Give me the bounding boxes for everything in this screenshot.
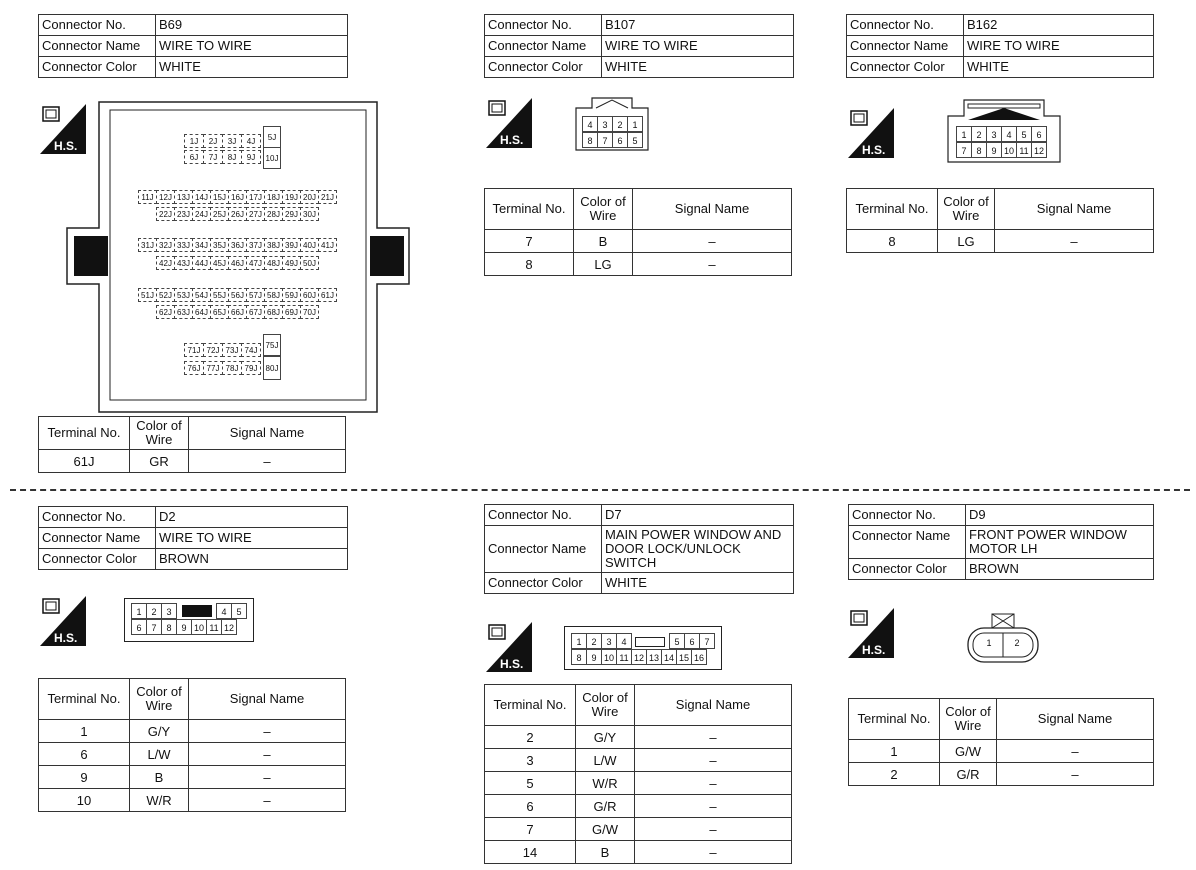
pin: 11J (138, 190, 157, 204)
header-terminal-no: Terminal No. (485, 189, 574, 230)
harness-side-icon (848, 608, 894, 657)
connector-color-value: WHITE (964, 57, 1154, 78)
label-connector-name: Connector Name (849, 526, 966, 559)
pin: 1 (956, 126, 972, 142)
pin: 10 (191, 619, 207, 635)
label-connector-no: Connector No. (485, 505, 602, 526)
label-connector-no: Connector No. (39, 15, 156, 36)
terminal-table-d2 (38, 678, 346, 812)
table-row (485, 253, 792, 276)
pin: 19J (282, 190, 301, 204)
signal-name: – (997, 763, 1154, 786)
table-row (485, 841, 792, 864)
wire-color: LG (574, 253, 633, 276)
pin: 55J (210, 288, 229, 302)
pin: 4 (1001, 126, 1017, 142)
signal-name: – (189, 743, 346, 766)
table-row (39, 766, 346, 789)
pin: 3 (601, 633, 617, 649)
table-row (39, 450, 346, 473)
pin: 78J (222, 361, 242, 375)
pin: 2 (612, 116, 628, 132)
pin: 27J (246, 207, 265, 221)
pin: 14J (192, 190, 211, 204)
connector-color-value: WHITE (156, 57, 348, 78)
connector-info-d9 (848, 504, 1154, 580)
terminal-no: 14 (485, 841, 576, 864)
table-row (847, 230, 1154, 253)
pin: 38J (264, 238, 283, 252)
pin: 18J (264, 190, 283, 204)
wire-color: B (130, 766, 189, 789)
pin: 1 (131, 603, 147, 619)
pin: 4J (241, 134, 261, 148)
terminal-no: 1 (39, 720, 130, 743)
terminal-no: 7 (485, 230, 574, 253)
pin: 58J (264, 288, 283, 302)
pin: 2 (586, 633, 602, 649)
terminal-no: 5 (485, 772, 576, 795)
table-row (39, 720, 346, 743)
signal-name: – (635, 749, 792, 772)
pin: 75J (263, 334, 281, 356)
table-row (485, 230, 792, 253)
pin: 9 (986, 142, 1002, 158)
connector-no-value: B162 (964, 15, 1154, 36)
pin: 2 (1014, 638, 1020, 648)
pin: 47J (246, 256, 265, 270)
table-row (39, 789, 346, 812)
wire-color: L/W (576, 749, 635, 772)
connector-no-value: D9 (966, 505, 1154, 526)
pin: 51J (138, 288, 157, 302)
wire-color: G/Y (130, 720, 189, 743)
harness-side-icon (40, 596, 86, 645)
pin: 33J (174, 238, 193, 252)
header-terminal-no: Terminal No. (39, 679, 130, 720)
terminal-no: 10 (39, 789, 130, 812)
pin: 2 (971, 126, 987, 142)
label-connector-name: Connector Name (847, 36, 964, 57)
terminal-no: 9 (39, 766, 130, 789)
pin: 29J (282, 207, 301, 221)
pin: 21J (318, 190, 337, 204)
pin: 67J (246, 305, 265, 319)
pin: 62J (156, 305, 175, 319)
label-connector-color: Connector Color (39, 549, 156, 570)
pin: 72J (203, 343, 223, 357)
pin: 4 (582, 116, 598, 132)
pin: 71J (184, 343, 204, 357)
signal-name: – (189, 789, 346, 812)
wire-color: G/Y (576, 726, 635, 749)
pin: 64J (192, 305, 211, 319)
pin: 11 (1016, 142, 1032, 158)
pin: 3 (597, 116, 613, 132)
connector-no-value: D7 (602, 505, 794, 526)
pin: 8 (971, 142, 987, 158)
pin: 5 (669, 633, 685, 649)
pin: 3 (161, 603, 177, 619)
label-connector-name: Connector Name (485, 526, 602, 573)
hs-label: H.S. (54, 631, 78, 645)
pin: 80J (263, 356, 281, 380)
header-signal-name: Signal Name (995, 189, 1154, 230)
pin: 52J (156, 288, 175, 302)
header-color-of-wire: Color of Wire (574, 189, 633, 230)
header-terminal-no: Terminal No. (849, 699, 940, 740)
open-cavity (635, 637, 665, 647)
pin: 9 (586, 649, 602, 665)
pin: 13J (174, 190, 193, 204)
pin: 74J (241, 343, 261, 357)
hs-label: H.S. (500, 133, 524, 147)
terminal-no: 2 (849, 763, 940, 786)
signal-name: – (189, 766, 346, 789)
pin: 65J (210, 305, 229, 319)
connector-name-value: MAIN POWER WINDOW AND DOOR LOCK/UNLOCK SWITCH (602, 526, 794, 573)
pin: 13 (646, 649, 662, 665)
wire-color: G/R (940, 763, 997, 786)
connector-info-b162 (846, 14, 1154, 78)
signal-name: – (635, 795, 792, 818)
table-row (849, 763, 1154, 786)
connector-name-value: WIRE TO WIRE (964, 36, 1154, 57)
header-signal-name: Signal Name (997, 699, 1154, 740)
connector-color-value: BROWN (966, 559, 1154, 580)
pin: 1 (571, 633, 587, 649)
connector-name-value: FRONT POWER WINDOW MOTOR LH (966, 526, 1154, 559)
pin: 32J (156, 238, 175, 252)
table-row (485, 726, 792, 749)
wire-color: W/R (576, 772, 635, 795)
wire-color: L/W (130, 743, 189, 766)
pin: 12 (221, 619, 237, 635)
pin: 49J (282, 256, 301, 270)
label-connector-name: Connector Name (39, 528, 156, 549)
wire-color: B (576, 841, 635, 864)
connector-diagram-d2 (124, 598, 254, 642)
table-row (485, 749, 792, 772)
pin: 28J (264, 207, 283, 221)
pin: 48J (264, 256, 283, 270)
pin: 53J (174, 288, 193, 302)
pin: 41J (318, 238, 337, 252)
pin: 8J (222, 150, 242, 164)
connector-info-d2 (38, 506, 348, 570)
connector-name-value: WIRE TO WIRE (602, 36, 794, 57)
pin: 22J (156, 207, 175, 221)
pin: 12 (1031, 142, 1047, 158)
pin: 39J (282, 238, 301, 252)
pin: 35J (210, 238, 229, 252)
pin: 4 (216, 603, 232, 619)
wire-color: GR (130, 450, 189, 473)
pin: 11 (616, 649, 632, 665)
header-signal-name: Signal Name (189, 417, 346, 450)
label-connector-no: Connector No. (39, 507, 156, 528)
header-color-of-wire: Color of Wire (940, 699, 997, 740)
pin: 11 (206, 619, 222, 635)
pin: 7 (956, 142, 972, 158)
hs-label: H.S. (862, 643, 886, 657)
pin: 79J (241, 361, 261, 375)
label-connector-color: Connector Color (849, 559, 966, 580)
signal-name: – (635, 841, 792, 864)
connector-name-value: WIRE TO WIRE (156, 528, 348, 549)
pin: 73J (222, 343, 242, 357)
connector-no-value: B107 (602, 15, 794, 36)
label-connector-name: Connector Name (39, 36, 156, 57)
pin: 16J (228, 190, 247, 204)
header-terminal-no: Terminal No. (485, 685, 576, 726)
signal-name: – (635, 818, 792, 841)
pin: 3J (222, 134, 242, 148)
label-connector-color: Connector Color (485, 57, 602, 78)
pin: 14 (661, 649, 677, 665)
pin: 7 (699, 633, 715, 649)
terminal-table-b69 (38, 416, 346, 473)
pin: 5 (627, 132, 643, 148)
connector-color-value: BROWN (156, 549, 348, 570)
pin: 8 (571, 649, 587, 665)
pin: 6 (131, 619, 147, 635)
pin: 34J (192, 238, 211, 252)
terminal-table-d9 (848, 698, 1154, 786)
terminal-no: 7 (485, 818, 576, 841)
terminal-no: 61J (39, 450, 130, 473)
terminal-no: 3 (485, 749, 576, 772)
pin: 5J (263, 126, 281, 148)
header-terminal-no: Terminal No. (847, 189, 938, 230)
pin: 61J (318, 288, 337, 302)
pin: 7J (203, 150, 223, 164)
hs-label: H.S. (54, 139, 78, 153)
table-row (485, 772, 792, 795)
harness-side-icon (848, 108, 894, 157)
hs-label: H.S. (862, 143, 886, 157)
pin: 10 (1001, 142, 1017, 158)
connector-info-b107 (484, 14, 794, 78)
harness-side-icon (486, 98, 532, 147)
terminal-no: 2 (485, 726, 576, 749)
pin: 66J (228, 305, 247, 319)
pin: 42J (156, 256, 175, 270)
pin: 63J (174, 305, 193, 319)
pin: 6 (612, 132, 628, 148)
pin: 77J (203, 361, 223, 375)
connector-info-b69 (38, 14, 348, 78)
pin: 15J (210, 190, 229, 204)
label-connector-name: Connector Name (485, 36, 602, 57)
section-divider (10, 489, 1190, 491)
terminal-no: 1 (849, 740, 940, 763)
signal-name: – (189, 720, 346, 743)
pin: 70J (300, 305, 319, 319)
header-signal-name: Signal Name (635, 685, 792, 726)
wire-color: W/R (130, 789, 189, 812)
header-color-of-wire: Color of Wire (576, 685, 635, 726)
pin: 31J (138, 238, 157, 252)
connector-diagram-d7 (564, 626, 722, 670)
pin: 24J (192, 207, 211, 221)
connector-diagram-b107 (574, 96, 650, 152)
pin: 37J (246, 238, 265, 252)
wire-color: G/R (576, 795, 635, 818)
terminal-table-d7 (484, 684, 792, 864)
header-terminal-no: Terminal No. (39, 417, 130, 450)
pin: 56J (228, 288, 247, 302)
pin: 9 (176, 619, 192, 635)
header-signal-name: Signal Name (189, 679, 346, 720)
signal-name: – (635, 726, 792, 749)
label-connector-color: Connector Color (485, 573, 602, 594)
pin: 26J (228, 207, 247, 221)
pin: 1 (627, 116, 643, 132)
connector-info-d7 (484, 504, 794, 594)
terminal-no: 6 (39, 743, 130, 766)
label-connector-no: Connector No. (485, 15, 602, 36)
pin: 20J (300, 190, 319, 204)
pin: 16 (691, 649, 707, 665)
table-row (485, 818, 792, 841)
label-connector-color: Connector Color (847, 57, 964, 78)
connector-diagram-b162 (946, 98, 1062, 164)
pin: 1J (184, 134, 204, 148)
pin: 46J (228, 256, 247, 270)
blocked-cavity (182, 605, 212, 617)
pin: 57J (246, 288, 265, 302)
pin: 30J (300, 207, 319, 221)
pin: 2 (146, 603, 162, 619)
pin: 5 (1016, 126, 1032, 142)
header-signal-name: Signal Name (633, 189, 792, 230)
pin: 45J (210, 256, 229, 270)
pin: 6 (1031, 126, 1047, 142)
terminal-no: 6 (485, 795, 576, 818)
connector-no-value: B69 (156, 15, 348, 36)
connector-diagram-d9 (964, 610, 1042, 666)
connector-color-value: WHITE (602, 57, 794, 78)
terminal-table-b162 (846, 188, 1154, 253)
table-row (485, 795, 792, 818)
label-connector-no: Connector No. (847, 15, 964, 36)
pin: 17J (246, 190, 265, 204)
label-connector-no: Connector No. (849, 505, 966, 526)
wire-color: B (574, 230, 633, 253)
hs-label: H.S. (500, 657, 524, 671)
harness-side-icon (486, 622, 532, 671)
pin: 43J (174, 256, 193, 270)
pin: 36J (228, 238, 247, 252)
pin: 9J (241, 150, 261, 164)
pin: 8 (161, 619, 177, 635)
pin: 12J (156, 190, 175, 204)
header-color-of-wire: Color of Wire (130, 679, 189, 720)
pin: 6 (684, 633, 700, 649)
connector-name-value: WIRE TO WIRE (156, 36, 348, 57)
signal-name: – (189, 450, 346, 473)
wire-color: G/W (940, 740, 997, 763)
pin: 2J (203, 134, 223, 148)
pin: 6J (184, 150, 204, 164)
header-color-of-wire: Color of Wire (130, 417, 189, 450)
pin: 76J (184, 361, 204, 375)
table-row (849, 740, 1154, 763)
signal-name: – (633, 253, 792, 276)
pin: 54J (192, 288, 211, 302)
signal-name: – (633, 230, 792, 253)
pin: 10J (263, 147, 281, 169)
wire-color: G/W (576, 818, 635, 841)
pin: 8 (582, 132, 598, 148)
pin: 60J (300, 288, 319, 302)
pin: 1 (986, 638, 992, 648)
pin: 15 (676, 649, 692, 665)
signal-name: – (635, 772, 792, 795)
pin: 10 (601, 649, 617, 665)
pin: 7 (597, 132, 613, 148)
table-row (39, 743, 346, 766)
pin: 44J (192, 256, 211, 270)
pin: 23J (174, 207, 193, 221)
wire-color: LG (938, 230, 995, 253)
pin: 12 (631, 649, 647, 665)
pin: 7 (146, 619, 162, 635)
connector-no-value: D2 (156, 507, 348, 528)
pin: 69J (282, 305, 301, 319)
pin: 50J (300, 256, 319, 270)
pin: 25J (210, 207, 229, 221)
terminal-no: 8 (485, 253, 574, 276)
pin: 4 (616, 633, 632, 649)
signal-name: – (995, 230, 1154, 253)
terminal-no: 8 (847, 230, 938, 253)
label-connector-color: Connector Color (39, 57, 156, 78)
pin: 59J (282, 288, 301, 302)
pin: 5 (231, 603, 247, 619)
signal-name: – (997, 740, 1154, 763)
pin: 3 (986, 126, 1002, 142)
terminal-table-b107 (484, 188, 792, 276)
header-color-of-wire: Color of Wire (938, 189, 995, 230)
pin: 68J (264, 305, 283, 319)
pin: 40J (300, 238, 319, 252)
connector-color-value: WHITE (602, 573, 794, 594)
